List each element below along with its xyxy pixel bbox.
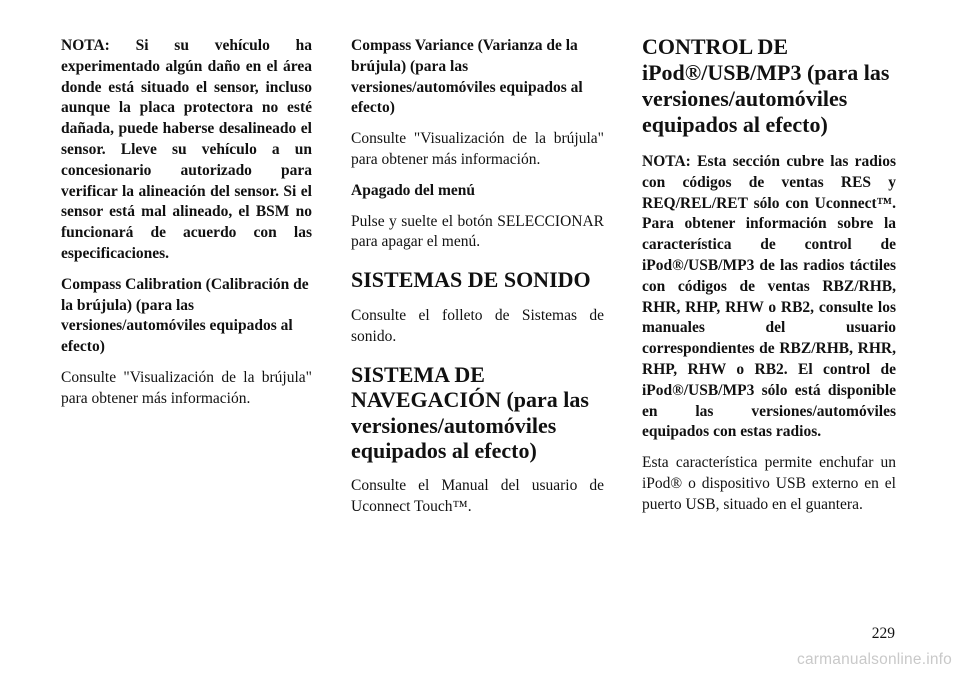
paragraph-ipod-usb: Esta característica permite enchufar un iPod® o dispositivo USB externo en el puerto USB, situado en el guantera. (642, 454, 896, 513)
page-number: 229 (871, 625, 895, 642)
column-left (61, 36, 312, 420)
paragraph-compass-variance: Consulte "Visualización de la brújula" para obtener más información. (351, 130, 604, 168)
subheading-menu-off: Apagado del menú (351, 181, 476, 199)
subheading-compass-calibration: Compass Calibration (Calibración de la brújula) (para las versiones/automóviles equipados al efecto) (61, 275, 309, 356)
heading-ipod-usb-mp3-control: CONTROL DE iPod®/USB/MP3 (para las versiones/automóviles equipados al efecto) (642, 34, 890, 137)
heading-navigation-system: SISTEMA DE NAVEGACIÓN (para las versiones/automóviles equipados al efecto) (351, 361, 589, 464)
subheading-compass-variance: Compass Variance (Varianza de la brújula) (para las versiones/automóviles equipados al efecto) (351, 37, 583, 117)
paragraph-sound-systems: Consulte el folleto de Sistemas de sonido. (351, 307, 604, 345)
watermark[interactable]: carmanualsonline.info (797, 651, 952, 668)
heading-sound-systems: SISTEMAS DE SONIDO (351, 267, 591, 293)
note-ipod-radios: NOTA: Esta sección cubre las radios con códigos de ventas RES y REQ/REL/RET sólo con Uconnect™. Para obtener información sobre la característica de control de iPod®/USB/MP3 de las radios táctiles con códigos de ventas RBZ/RHB, RHR, RHP, RHW o RB2, consulte los manuales del usuario correspondientes de RBZ/RHB, RHR, RHP, RHW o RB2. El control de iPod®/USB/MP3 sólo está disponible en las versiones/automóviles equipados con estas radios. (642, 153, 896, 441)
paragraph-menu-off: Pulse y suelte el botón SELECCIONAR para apagar el menú. (351, 212, 604, 251)
column-right (642, 36, 896, 526)
paragraph-compass-calibration: Consulte "Visualización de la brújula" para obtener más información. (61, 368, 312, 407)
paragraph-navigation-system: Consulte el Manual del usuario de Uconnect Touch™. (351, 476, 604, 515)
note-sensor-alignment: NOTA: Si su vehículo ha experimentado algún daño en el área donde está situado el sensor, incluso aunque la placa protectora no esté dañada, puede haberse desalineado el sensor. Lleve su vehículo a un concesionario autorizado para verificar la alineación del sensor. Si el sensor está mal alineado, el BSM no funcionará de acuerdo con las especificaciones. (61, 37, 312, 262)
column-middle (351, 36, 604, 527)
